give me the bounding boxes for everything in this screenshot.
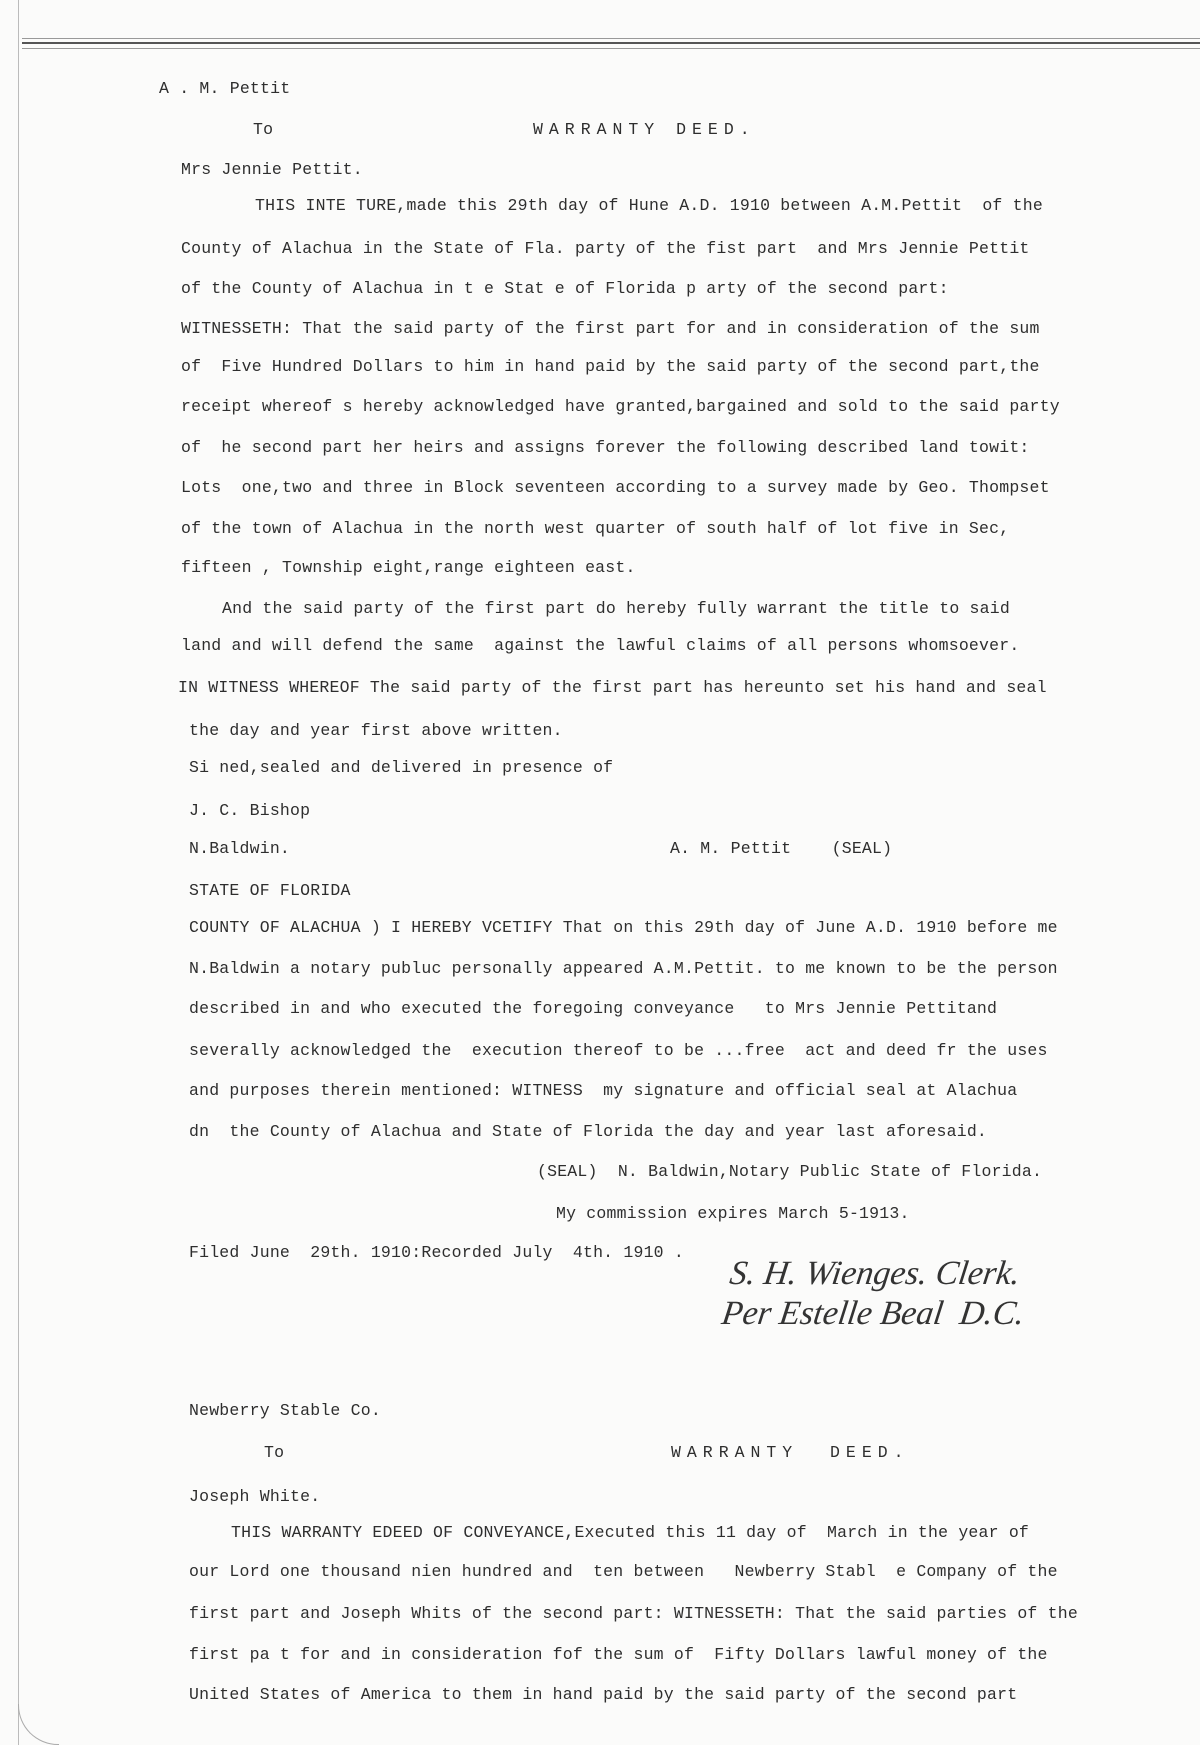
- header-rule: [22, 48, 1200, 49]
- body-line: And the said party of the first part do hereby fully warrant the title to said: [222, 599, 1010, 618]
- to-label: To: [253, 120, 274, 139]
- body-line: of the County of Alachua in t e Stat e of Florida p arty of the second part:: [181, 279, 949, 298]
- header-rule: [22, 38, 1200, 39]
- witness-line: Si ned,sealed and delivered in presence of: [189, 758, 614, 777]
- body-line: THIS WARRANTY EDEED OF CONVEYANCE,Executed this 11 day of March in the year of: [231, 1523, 1030, 1542]
- notary-line: (SEAL) N. Baldwin,Notary Public State of Florida.: [537, 1162, 1043, 1181]
- deed-title: WARRANTY DEED.: [533, 120, 756, 139]
- grantor-name: Newberry Stable Co.: [189, 1401, 381, 1420]
- ack-line: described in and who executed the foregoing conveyance to Mrs Jennie Pettitand: [189, 999, 998, 1018]
- body-line: Lots one,two and three in Block seventeen according to a survey made by Geo. Thompset: [181, 478, 1050, 497]
- body-line: fifteen , Township eight,range eighteen east.: [181, 558, 636, 577]
- page-corner: [18, 1704, 59, 1745]
- body-line: land and will defend the same against the lawful claims of all persons whomsoever.: [181, 636, 1020, 655]
- deputy-clerk-signature: Per Estelle Beal D.C.: [719, 1295, 1027, 1332]
- body-line: of Five Hundred Dollars to him in hand paid by the said party of the second part,the: [181, 357, 1040, 376]
- ack-line: dn the County of Alachua and State of Florida the day and year last aforesaid.: [189, 1122, 988, 1141]
- grantee-name: Mrs Jennie Pettit.: [181, 160, 363, 179]
- ack-line: severally acknowledged the execution thereof to be ...free act and deed fr the uses: [189, 1041, 1048, 1060]
- grantor-name: A . M. Pettit: [159, 79, 291, 98]
- filed-line: Filed June 29th. 1910:Recorded July 4th. 1910 .: [189, 1243, 684, 1262]
- body-line: our Lord one thousand nien hundred and ten between Newberry Stabl e Company of the: [189, 1562, 1058, 1581]
- body-line: THIS INTE TURE,made this 29th day of Hune A.D. 1910 between A.M.Pettit of the: [255, 196, 1043, 215]
- body-line: first part and Joseph Whits of the second part: WITNESSETH: That the said parties of the: [189, 1604, 1078, 1623]
- witness-name: J. C. Bishop: [189, 801, 311, 820]
- to-label: To: [264, 1443, 285, 1462]
- header-rule: [22, 42, 1200, 44]
- page-left-edge: [18, 0, 19, 1745]
- ack-line: STATE OF FLORIDA: [189, 881, 351, 900]
- deed-title: WARRANTY DEED.: [671, 1443, 910, 1462]
- ack-line: and purposes therein mentioned: WITNESS my signature and official seal at Alachua: [189, 1081, 1018, 1100]
- body-line: the day and year first above written.: [189, 721, 563, 740]
- body-line: first pa t for and in consideration fof the sum of Fifty Dollars lawful money of the: [189, 1645, 1048, 1664]
- ack-line: N.Baldwin a notary publuc personally appeared A.M.Pettit. to me known to be the person: [189, 959, 1058, 978]
- body-line: of he second part her heirs and assigns forever the following described land towit:: [181, 438, 1030, 457]
- body-line: receipt whereof s hereby acknowledged have granted,bargained and sold to the said party: [181, 397, 1060, 416]
- body-line: of the town of Alachua in the north west quarter of south half of lot five in Sec,: [181, 519, 1010, 538]
- clerk-signature: S. H. Wienges. Clerk.: [727, 1255, 1023, 1292]
- commission-line: My commission expires March 5-1913.: [556, 1204, 910, 1223]
- body-line: County of Alachua in the State of Fla. party of the fist part and Mrs Jennie Pettit: [181, 239, 1030, 258]
- grantor-signature: A. M. Pettit (SEAL): [670, 839, 893, 858]
- ack-line: COUNTY OF ALACHUA ) I HEREBY VCETIFY That on this 29th day of June A.D. 1910 before me: [189, 918, 1058, 937]
- body-line: IN WITNESS WHEREOF The said party of the first part has hereunto set his hand and seal: [178, 678, 1047, 697]
- body-line: United States of America to them in hand paid by the said party of the second part: [189, 1685, 1018, 1704]
- witness-name: N.Baldwin.: [189, 839, 291, 858]
- grantee-name: Joseph White.: [189, 1487, 321, 1506]
- body-line: WITNESSETH: That the said party of the first part for and in consideration of the sum: [181, 319, 1040, 338]
